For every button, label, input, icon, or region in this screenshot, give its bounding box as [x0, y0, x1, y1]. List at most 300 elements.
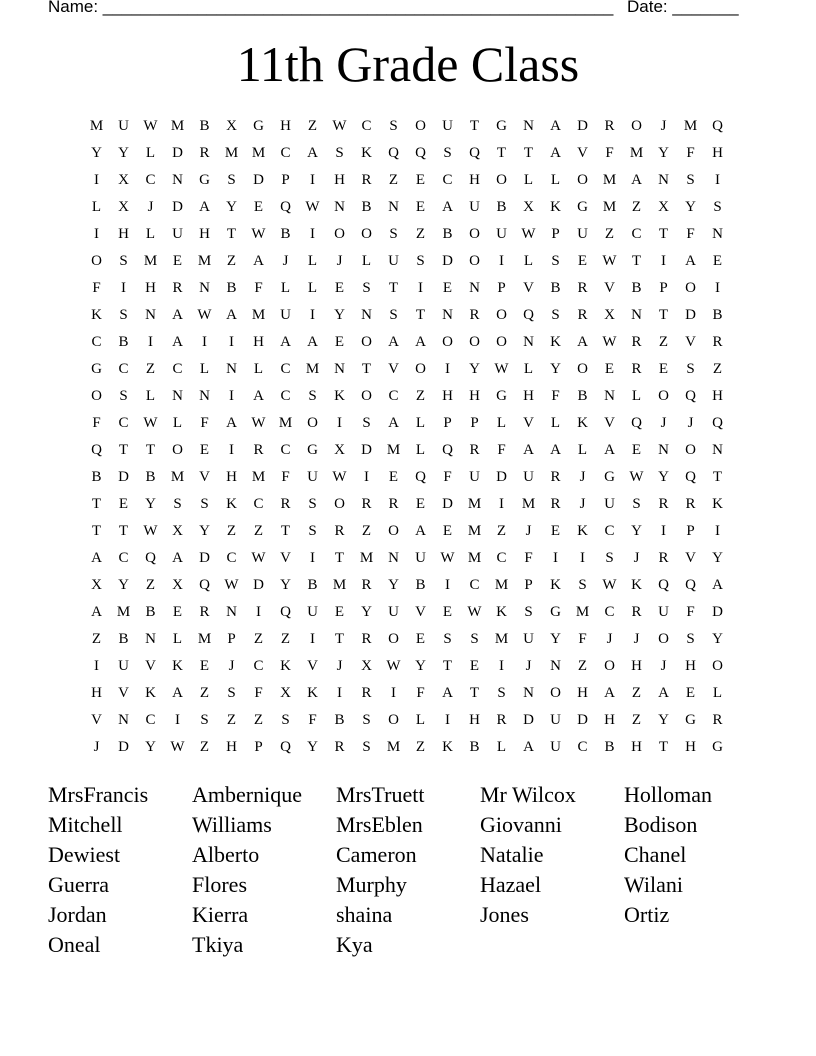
grid-letter: X	[523, 199, 534, 215]
grid-letter: I	[310, 226, 315, 242]
grid-letter: N	[442, 307, 453, 323]
grid-letter: B	[307, 577, 318, 593]
grid-letter: E	[334, 334, 345, 350]
grid-letter: I	[121, 280, 126, 296]
grid-letter: M	[332, 577, 347, 593]
grid-letter: F	[605, 145, 614, 161]
grid-letter: S	[200, 496, 209, 512]
grid-letter: H	[469, 172, 480, 188]
grid-letter: T	[226, 226, 237, 242]
grid-letter: R	[334, 523, 345, 539]
grid-letter: Q	[280, 199, 291, 215]
grid-letter: W	[386, 658, 401, 674]
grid-letter: X	[604, 307, 615, 323]
grid-letter: E	[334, 280, 345, 296]
word-list-item: Alberto	[192, 842, 260, 867]
grid-letter: E	[118, 496, 129, 512]
grid-letter: I	[229, 334, 234, 350]
grid-letter: E	[712, 253, 723, 269]
grid-letter: S	[551, 253, 560, 269]
grid-letter: T	[631, 253, 642, 269]
grid-letter: R	[361, 172, 372, 188]
grid-letter: P	[227, 631, 236, 647]
grid-letter: A	[226, 307, 237, 323]
grid-letter: Z	[415, 739, 426, 755]
grid-letter: T	[658, 226, 669, 242]
grid-letter: V	[577, 145, 588, 161]
grid-letter: S	[551, 307, 560, 323]
grid-letter: T	[496, 145, 507, 161]
grid-letter: O	[685, 280, 696, 296]
grid-letter: E	[334, 604, 345, 620]
grid-letter: W	[197, 307, 212, 323]
grid-letter: G	[550, 604, 561, 620]
grid-letter: W	[332, 469, 347, 485]
grid-letter: I	[229, 442, 234, 458]
grid-letter: U	[496, 226, 507, 242]
grid-letter: E	[604, 361, 615, 377]
grid-letter: R	[469, 442, 480, 458]
name-field-label: Name: ______________________________________________________	[48, 0, 614, 16]
grid-letter: O	[415, 361, 426, 377]
grid-letter: T	[280, 523, 291, 539]
grid-letter: F	[281, 469, 290, 485]
grid-letter: K	[172, 658, 183, 674]
word-list-item: Jones	[480, 902, 529, 927]
grid-letter: V	[145, 658, 156, 674]
grid-letter: I	[661, 523, 666, 539]
grid-letter: O	[712, 658, 723, 674]
grid-letter: N	[658, 172, 669, 188]
word-list-item: Natalie	[480, 842, 544, 867]
grid-letter: G	[577, 199, 588, 215]
grid-letter: R	[280, 496, 291, 512]
grid-letter: M	[602, 172, 617, 188]
grid-letter: S	[362, 712, 371, 728]
grid-letter: Z	[631, 199, 642, 215]
grid-letter: D	[442, 496, 453, 512]
grid-letter: J	[660, 658, 667, 674]
grid-letter: R	[631, 604, 642, 620]
grid-letter: W	[467, 604, 482, 620]
grid-letter: D	[712, 604, 723, 620]
grid-letter: Z	[361, 523, 372, 539]
grid-letter: A	[631, 172, 642, 188]
grid-letter: H	[469, 388, 480, 404]
grid-letter: G	[307, 442, 318, 458]
grid-letter: Z	[145, 577, 156, 593]
grid-letter: J	[633, 550, 640, 566]
grid-letter: R	[361, 496, 372, 512]
grid-letter: A	[253, 253, 264, 269]
grid-letter: Z	[415, 226, 426, 242]
grid-letter: H	[577, 685, 588, 701]
grid-letter: I	[445, 361, 450, 377]
grid-letter: Z	[631, 712, 642, 728]
grid-letter: P	[254, 739, 263, 755]
grid-letter: P	[659, 280, 668, 296]
grid-letter: U	[388, 604, 399, 620]
grid-letter: L	[550, 415, 561, 431]
grid-letter: E	[172, 253, 183, 269]
grid-letter: H	[253, 334, 264, 350]
grid-letter: T	[523, 145, 534, 161]
grid-letter: A	[253, 388, 264, 404]
word-list-item: Ortiz	[624, 902, 670, 927]
grid-letter: O	[361, 334, 372, 350]
grid-letter: U	[307, 604, 318, 620]
date-field-label: Date: _______	[627, 0, 739, 16]
grid-letter: O	[496, 334, 507, 350]
grid-letter: C	[469, 577, 480, 593]
grid-letter: O	[577, 361, 588, 377]
grid-letter: Z	[253, 631, 264, 647]
grid-letter: H	[91, 685, 102, 701]
grid-letter: V	[307, 658, 318, 674]
grid-letter: A	[523, 739, 534, 755]
grid-letter: C	[388, 388, 399, 404]
grid-letter: J	[579, 469, 586, 485]
grid-letter: O	[577, 172, 588, 188]
grid-letter: U	[280, 307, 291, 323]
grid-letter: Y	[280, 577, 291, 593]
grid-letter: I	[148, 334, 153, 350]
grid-letter: M	[359, 550, 374, 566]
grid-letter: M	[170, 469, 185, 485]
grid-letter: T	[415, 307, 426, 323]
grid-letter: H	[523, 388, 534, 404]
grid-letter: B	[469, 739, 480, 755]
grid-letter: N	[334, 199, 345, 215]
grid-letter: W	[251, 226, 266, 242]
grid-letter: A	[523, 442, 534, 458]
grid-letter: O	[388, 712, 399, 728]
word-list-item: Ambernique	[192, 782, 302, 807]
grid-letter: H	[604, 712, 615, 728]
grid-letter: O	[658, 631, 669, 647]
grid-letter: B	[550, 280, 561, 296]
grid-letter: A	[577, 334, 588, 350]
grid-letter: U	[469, 469, 480, 485]
word-list-item: Murphy	[336, 872, 407, 897]
grid-letter: Z	[415, 388, 426, 404]
grid-letter: R	[361, 631, 372, 647]
grid-letter: Z	[253, 712, 264, 728]
grid-letter: U	[523, 469, 534, 485]
grid-letter: R	[577, 280, 588, 296]
grid-letter: H	[442, 388, 453, 404]
grid-letter: O	[631, 118, 642, 134]
grid-letter: C	[442, 172, 453, 188]
grid-letter: Y	[550, 361, 561, 377]
word-list-item: MrsTruett	[336, 782, 425, 807]
grid-letter: D	[118, 469, 129, 485]
grid-letter: I	[661, 253, 666, 269]
word-list-item: Mitchell	[48, 812, 123, 837]
grid-letter: A	[658, 685, 669, 701]
grid-letter: H	[712, 388, 723, 404]
grid-letter: R	[658, 496, 669, 512]
grid-letter: D	[118, 739, 129, 755]
grid-letter: Q	[442, 442, 453, 458]
grid-letter: W	[602, 577, 617, 593]
grid-letter: W	[251, 550, 266, 566]
grid-letter: M	[224, 145, 239, 161]
grid-letter: N	[523, 685, 534, 701]
grid-letter: E	[415, 496, 426, 512]
grid-letter: N	[550, 658, 561, 674]
grid-letter: K	[307, 685, 318, 701]
grid-letter: R	[712, 712, 723, 728]
grid-letter: N	[712, 226, 723, 242]
grid-letter: V	[388, 361, 399, 377]
grid-letter: H	[631, 739, 642, 755]
grid-letter: Q	[199, 577, 210, 593]
grid-letter: Q	[469, 145, 480, 161]
grid-letter: W	[602, 334, 617, 350]
grid-letter: V	[604, 280, 615, 296]
grid-letter: S	[497, 685, 506, 701]
grid-letter: F	[254, 685, 263, 701]
grid-letter: B	[496, 199, 507, 215]
grid-letter: J	[228, 658, 235, 674]
grid-letter: H	[631, 658, 642, 674]
grid-letter: A	[712, 577, 723, 593]
grid-letter: O	[496, 172, 507, 188]
grid-letter: R	[361, 685, 372, 701]
grid-letter: B	[577, 388, 588, 404]
grid-letter: S	[308, 523, 317, 539]
grid-letter: F	[416, 685, 425, 701]
grid-letter: A	[604, 442, 615, 458]
grid-letter: I	[229, 388, 234, 404]
grid-letter: G	[685, 712, 696, 728]
grid-letter: S	[443, 631, 452, 647]
grid-letter: T	[469, 118, 480, 134]
grid-letter: R	[685, 496, 696, 512]
word-list-item: Williams	[192, 812, 272, 837]
grid-letter: I	[499, 658, 504, 674]
grid-letter: S	[686, 361, 695, 377]
grid-letter: O	[388, 523, 399, 539]
grid-letter: R	[658, 550, 669, 566]
grid-letter: L	[361, 253, 372, 269]
grid-letter: S	[200, 712, 209, 728]
grid-letter: N	[712, 442, 723, 458]
grid-letter: E	[631, 442, 642, 458]
grid-letter: M	[386, 442, 401, 458]
word-list-item: MrsEblen	[336, 812, 423, 837]
grid-letter: A	[226, 415, 237, 431]
grid-letter: X	[334, 442, 345, 458]
grid-letter: O	[334, 496, 345, 512]
word-list-item: Holloman	[624, 782, 712, 807]
grid-letter: E	[388, 469, 399, 485]
grid-letter: K	[226, 496, 237, 512]
grid-letter: I	[175, 712, 180, 728]
grid-letter: G	[712, 739, 723, 755]
grid-letter: P	[524, 577, 533, 593]
grid-letter: Y	[334, 307, 345, 323]
grid-letter: C	[172, 361, 183, 377]
grid-letter: F	[497, 442, 506, 458]
grid-letter: K	[145, 685, 156, 701]
grid-letter: H	[685, 658, 696, 674]
grid-letter: A	[550, 118, 561, 134]
grid-letter: O	[469, 253, 480, 269]
grid-letter: O	[334, 226, 345, 242]
grid-letter: J	[579, 496, 586, 512]
grid-letter: B	[361, 199, 372, 215]
grid-letter: H	[469, 712, 480, 728]
grid-letter: I	[715, 172, 720, 188]
grid-letter: Q	[685, 469, 696, 485]
grid-letter: S	[362, 280, 371, 296]
grid-letter: N	[145, 307, 156, 323]
grid-letter: S	[308, 496, 317, 512]
grid-letter: U	[523, 631, 534, 647]
word-search-grid	[83, 113, 731, 761]
grid-letter: B	[145, 604, 156, 620]
grid-letter: Q	[685, 577, 696, 593]
grid-letter: J	[606, 631, 613, 647]
grid-letter: E	[415, 199, 426, 215]
grid-letter: D	[172, 199, 183, 215]
grid-letter: G	[91, 361, 102, 377]
grid-letter: Y	[712, 631, 723, 647]
grid-letter: L	[172, 415, 183, 431]
grid-letter: T	[91, 523, 102, 539]
grid-letter: M	[278, 415, 293, 431]
grid-letter: Z	[388, 172, 399, 188]
grid-letter: N	[523, 118, 534, 134]
grid-letter: L	[496, 739, 507, 755]
grid-letter: X	[172, 577, 183, 593]
word-list-item: Hazael	[480, 872, 542, 897]
grid-letter: S	[632, 496, 641, 512]
grid-letter: I	[94, 226, 99, 242]
grid-letter: T	[658, 739, 669, 755]
grid-letter: Y	[388, 577, 399, 593]
grid-letter: A	[388, 334, 399, 350]
grid-letter: E	[550, 523, 561, 539]
grid-letter: I	[310, 307, 315, 323]
grid-letter: M	[89, 118, 104, 134]
grid-letter: L	[523, 172, 534, 188]
grid-letter: B	[442, 226, 453, 242]
grid-letter: D	[577, 118, 588, 134]
grid-letter: B	[91, 469, 102, 485]
grid-letter: J	[525, 658, 532, 674]
grid-letter: A	[415, 334, 426, 350]
grid-letter: U	[469, 199, 480, 215]
grid-letter: U	[550, 739, 561, 755]
grid-letter: K	[496, 604, 507, 620]
grid-letter: V	[118, 685, 129, 701]
grid-letter: O	[172, 442, 183, 458]
grid-letter: X	[118, 172, 129, 188]
grid-letter: D	[577, 712, 588, 728]
grid-letter: V	[415, 604, 426, 620]
grid-letter: M	[170, 118, 185, 134]
grid-letter: R	[199, 604, 210, 620]
grid-letter: O	[415, 118, 426, 134]
grid-letter: R	[712, 334, 723, 350]
grid-letter: D	[685, 307, 696, 323]
grid-letter: K	[577, 523, 588, 539]
grid-letter: C	[145, 712, 156, 728]
grid-letter: C	[280, 361, 291, 377]
grid-letter: A	[91, 604, 102, 620]
grid-letter: A	[307, 145, 318, 161]
grid-letter: N	[523, 334, 534, 350]
grid-letter: K	[712, 496, 723, 512]
grid-letter: B	[199, 118, 210, 134]
grid-letter: M	[494, 577, 509, 593]
grid-letter: S	[578, 577, 587, 593]
grid-letter: K	[577, 415, 588, 431]
grid-letter: F	[578, 631, 587, 647]
grid-letter: E	[199, 442, 210, 458]
grid-letter: A	[307, 334, 318, 350]
grid-letter: V	[523, 280, 534, 296]
grid-letter: L	[523, 253, 534, 269]
word-list-item: Oneal	[48, 932, 101, 957]
grid-letter: A	[415, 523, 426, 539]
grid-letter: V	[280, 550, 291, 566]
grid-letter: R	[631, 334, 642, 350]
grid-letter: Q	[712, 415, 723, 431]
grid-letter: F	[92, 280, 101, 296]
grid-letter: S	[524, 604, 533, 620]
grid-letter: Q	[712, 118, 723, 134]
word-list	[48, 780, 768, 960]
grid-letter: W	[629, 469, 644, 485]
grid-letter: V	[91, 712, 102, 728]
grid-letter: H	[226, 469, 237, 485]
grid-letter: I	[364, 469, 369, 485]
grid-letter: K	[442, 739, 453, 755]
grid-letter: K	[550, 577, 561, 593]
word-list-item: Dewiest	[48, 842, 121, 867]
grid-letter: Z	[631, 685, 642, 701]
grid-letter: K	[361, 145, 372, 161]
word-list-item: Bodison	[624, 812, 698, 837]
grid-letter: F	[686, 145, 695, 161]
grid-letter: N	[145, 631, 156, 647]
grid-letter: S	[443, 145, 452, 161]
grid-letter: V	[523, 415, 534, 431]
grid-letter: M	[467, 523, 482, 539]
grid-letter: Z	[226, 253, 237, 269]
grid-letter: F	[524, 550, 533, 566]
grid-letter: Z	[280, 631, 291, 647]
grid-letter: J	[633, 631, 640, 647]
grid-letter: V	[604, 415, 615, 431]
grid-letter: R	[172, 280, 183, 296]
grid-letter: U	[388, 253, 399, 269]
grid-letter: A	[388, 415, 399, 431]
grid-letter: T	[388, 280, 399, 296]
grid-letter: A	[442, 199, 453, 215]
grid-letter: X	[658, 199, 669, 215]
grid-letter: B	[280, 226, 291, 242]
word-list-item: Kya	[336, 932, 373, 957]
grid-letter: K	[631, 577, 642, 593]
grid-letter: S	[686, 631, 695, 647]
page-title: 11th Grade Class	[236, 36, 580, 92]
grid-letter: W	[332, 118, 347, 134]
